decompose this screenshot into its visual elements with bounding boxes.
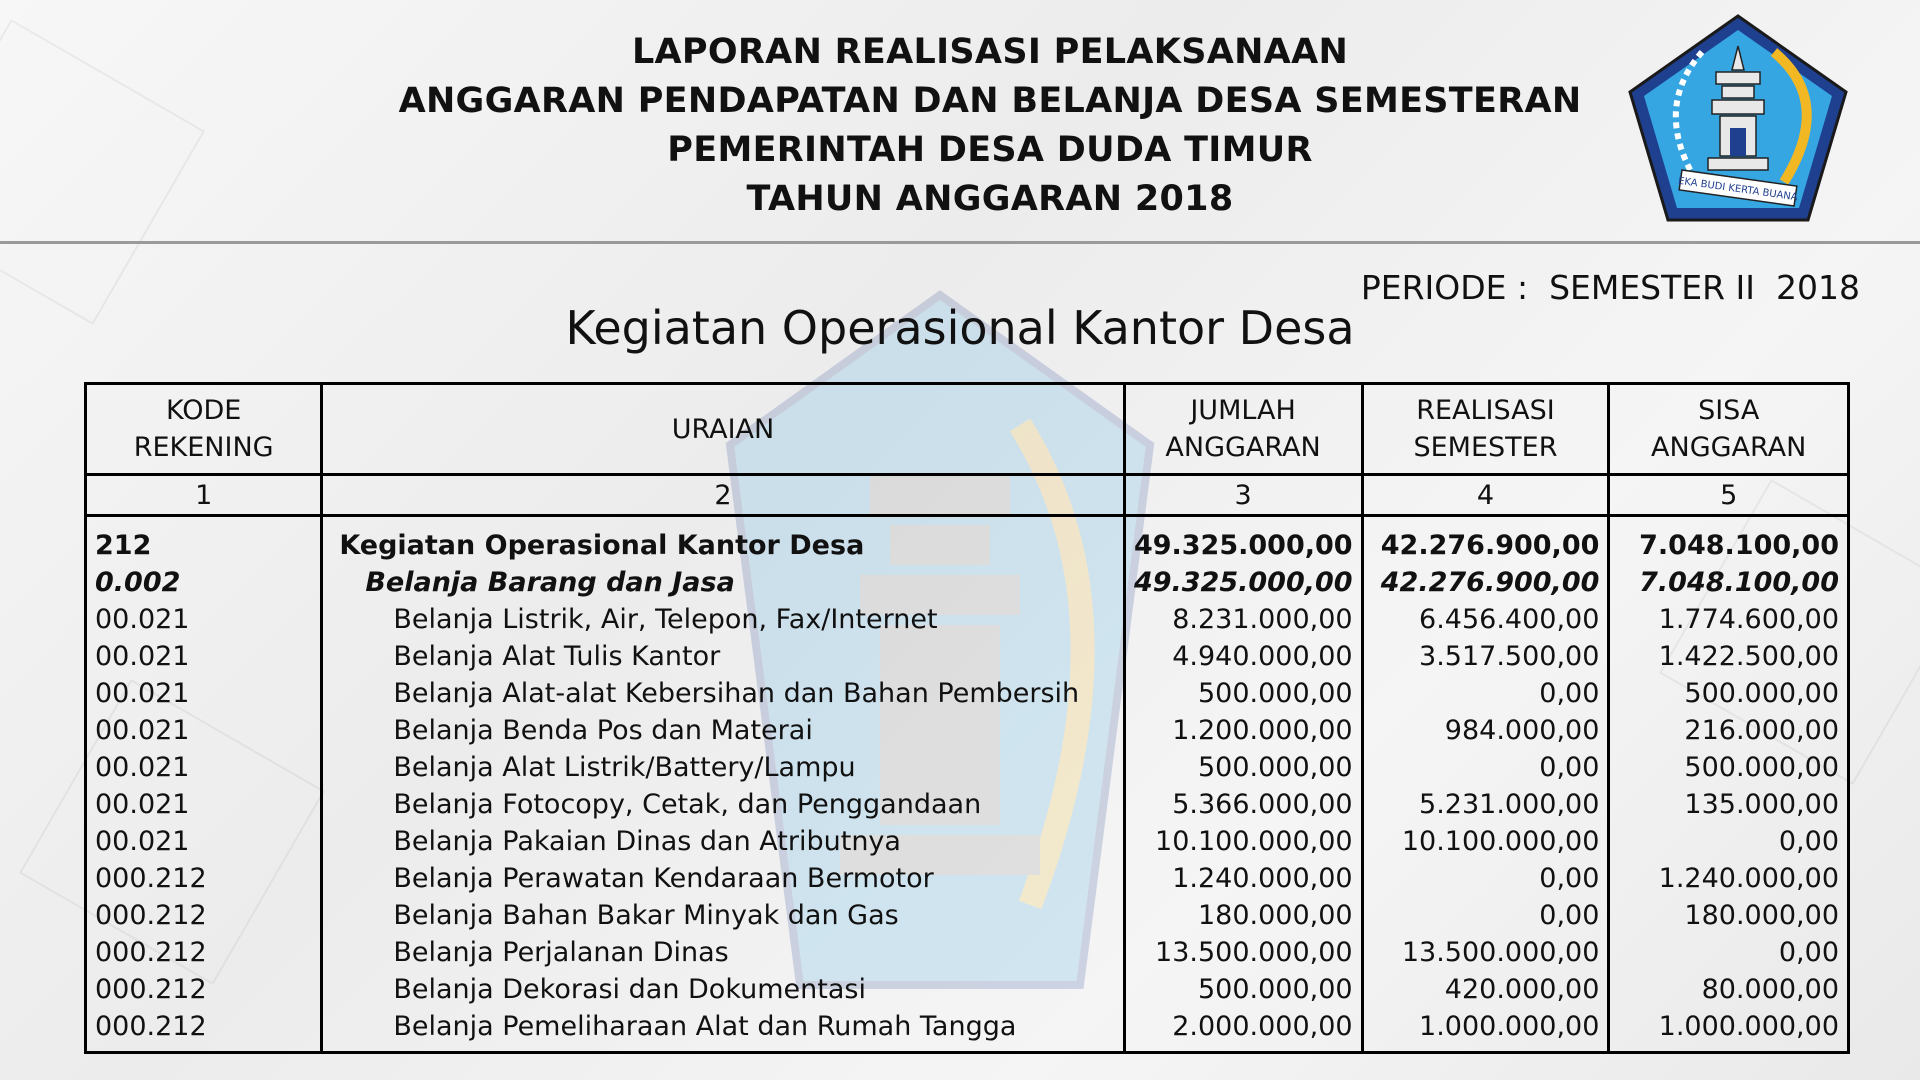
table-header-row (86, 384, 1849, 475)
cell-uraian: Belanja Fotocopy, Cetak, dan Penggandaan (322, 786, 1124, 823)
column-number: 2 (322, 475, 1124, 516)
title-line-2: ANGGARAN PENDAPATAN DAN BELANJA DESA SEMESTERAN (398, 81, 1582, 121)
table-row (86, 564, 1849, 601)
cell-jumlah-anggaran: 5.366.000,00 (1124, 786, 1362, 823)
title-line-4: TAHUN ANGGARAN 2018 (746, 179, 1234, 219)
cell-uraian: Belanja Alat Listrik/Battery/Lampu (322, 749, 1124, 786)
cell-kode-rekening: 00.021 (86, 823, 322, 860)
header-sisa-anggaran (1609, 384, 1849, 475)
cell-jumlah-anggaran: 1.240.000,00 (1124, 860, 1362, 897)
cell-kode-rekening: 00.021 (86, 675, 322, 712)
cell-sisa-anggaran: 7.048.100,00 (1609, 516, 1849, 565)
cell-jumlah-anggaran: 500.000,00 (1124, 675, 1362, 712)
cell-kode-rekening: 00.021 (86, 712, 322, 749)
cell-kode-rekening: 212 (86, 516, 322, 565)
column-number: 1 (86, 475, 322, 516)
cell-sisa-anggaran: 0,00 (1609, 934, 1849, 971)
header-label: ANGGARAN (1165, 432, 1321, 463)
cell-realisasi-semester: 420.000,00 (1362, 971, 1609, 1008)
cell-sisa-anggaran: 500.000,00 (1609, 749, 1849, 786)
cell-jumlah-anggaran: 49.325.000,00 (1124, 564, 1362, 601)
column-number: 3 (1124, 475, 1362, 516)
cell-uraian: Belanja Pemeliharaan Alat dan Rumah Tangga (322, 1008, 1124, 1053)
table-row (86, 934, 1849, 971)
cell-jumlah-anggaran: 2.000.000,00 (1124, 1008, 1362, 1053)
header-label: ANGGARAN (1651, 432, 1807, 463)
cell-realisasi-semester: 1.000.000,00 (1362, 1008, 1609, 1053)
table-row (86, 638, 1849, 675)
report-period: PERIODE : SEMESTER II 2018 (1360, 268, 1860, 307)
logo-motto-text: EKA BUDI KERTA BUANA (1677, 175, 1799, 204)
header-kode-rekening (86, 384, 322, 475)
cell-sisa-anggaran: 7.048.100,00 (1609, 564, 1849, 601)
cell-sisa-anggaran: 500.000,00 (1609, 675, 1849, 712)
header-label: URAIAN (671, 413, 775, 445)
cell-realisasi-semester: 42.276.900,00 (1362, 516, 1609, 565)
column-number-row (86, 475, 1849, 516)
cell-jumlah-anggaran: 8.231.000,00 (1124, 601, 1362, 638)
cell-sisa-anggaran: 216.000,00 (1609, 712, 1849, 749)
cell-kode-rekening: 000.212 (86, 934, 322, 971)
header-jumlah-anggaran (1124, 384, 1362, 475)
cell-sisa-anggaran: 0,00 (1609, 823, 1849, 860)
section-title: Kegiatan Operasional Kantor Desa (565, 301, 1355, 355)
cell-kode-rekening: 0.002 (86, 564, 322, 601)
cell-kode-rekening: 000.212 (86, 897, 322, 934)
cell-jumlah-anggaran: 10.100.000,00 (1124, 823, 1362, 860)
title-line-3: PEMERINTAH DESA DUDA TIMUR (667, 130, 1313, 170)
cell-jumlah-anggaran: 49.325.000,00 (1124, 516, 1362, 565)
cell-uraian: Kegiatan Operasional Kantor Desa (322, 516, 1124, 565)
cell-sisa-anggaran: 1.240.000,00 (1609, 860, 1849, 897)
budget-realization-table (84, 382, 1850, 1054)
cell-uraian: Belanja Barang dan Jasa (322, 564, 1124, 601)
table-row (86, 749, 1849, 786)
cell-realisasi-semester: 0,00 (1362, 897, 1609, 934)
cell-realisasi-semester: 0,00 (1362, 675, 1609, 712)
table-row (86, 860, 1849, 897)
table-row (86, 516, 1849, 565)
table-row (86, 897, 1849, 934)
header-divider (0, 241, 1920, 244)
cell-sisa-anggaran: 135.000,00 (1609, 786, 1849, 823)
column-number: 4 (1362, 475, 1609, 516)
cell-kode-rekening: 000.212 (86, 860, 322, 897)
cell-jumlah-anggaran: 500.000,00 (1124, 971, 1362, 1008)
cell-kode-rekening: 000.212 (86, 971, 322, 1008)
cell-realisasi-semester: 0,00 (1362, 749, 1609, 786)
table-row (86, 786, 1849, 823)
table-row (86, 712, 1849, 749)
table-row (86, 971, 1849, 1008)
cell-kode-rekening: 00.021 (86, 749, 322, 786)
cell-sisa-anggaran: 80.000,00 (1609, 971, 1849, 1008)
cell-realisasi-semester: 984.000,00 (1362, 712, 1609, 749)
cell-jumlah-anggaran: 500.000,00 (1124, 749, 1362, 786)
cell-realisasi-semester: 10.100.000,00 (1362, 823, 1609, 860)
cell-uraian: Belanja Alat-alat Kebersihan dan Bahan Pembersih (322, 675, 1124, 712)
cell-sisa-anggaran: 1.774.600,00 (1609, 601, 1849, 638)
header-label: REALISASI (1416, 395, 1555, 426)
cell-jumlah-anggaran: 13.500.000,00 (1124, 934, 1362, 971)
cell-realisasi-semester: 3.517.500,00 (1362, 638, 1609, 675)
cell-uraian: Belanja Alat Tulis Kantor (322, 638, 1124, 675)
cell-uraian: Belanja Perjalanan Dinas (322, 934, 1124, 971)
cell-uraian: Belanja Perawatan Kendaraan Bermotor (322, 860, 1124, 897)
cell-sisa-anggaran: 1.000.000,00 (1609, 1008, 1849, 1053)
cell-jumlah-anggaran: 180.000,00 (1124, 897, 1362, 934)
village-emblem-logo (1624, 12, 1852, 226)
cell-uraian: Belanja Dekorasi dan Dokumentasi (322, 971, 1124, 1008)
cell-jumlah-anggaran: 1.200.000,00 (1124, 712, 1362, 749)
table-row (86, 1008, 1849, 1053)
cell-kode-rekening: 000.212 (86, 1008, 322, 1053)
report-title (300, 28, 1680, 224)
cell-uraian: Belanja Benda Pos dan Materai (322, 712, 1124, 749)
cell-realisasi-semester: 42.276.900,00 (1362, 564, 1609, 601)
cell-uraian: Belanja Listrik, Air, Telepon, Fax/Internet (322, 601, 1124, 638)
cell-sisa-anggaran: 180.000,00 (1609, 897, 1849, 934)
header-realisasi-semester (1362, 384, 1609, 475)
title-line-1: LAPORAN REALISASI PELAKSANAAN (631, 32, 1349, 72)
header-uraian (322, 384, 1124, 475)
cell-uraian: Belanja Bahan Bakar Minyak dan Gas (322, 897, 1124, 934)
table-row (86, 823, 1849, 860)
cell-realisasi-semester: 6.456.400,00 (1362, 601, 1609, 638)
cell-kode-rekening: 00.021 (86, 786, 322, 823)
column-number: 5 (1609, 475, 1849, 516)
header-label: SISA (1698, 395, 1760, 426)
header-label: JUMLAH (1190, 395, 1296, 426)
cell-realisasi-semester: 13.500.000,00 (1362, 934, 1609, 971)
table-row (86, 675, 1849, 712)
table-body (86, 516, 1849, 1053)
cell-sisa-anggaran: 1.422.500,00 (1609, 638, 1849, 675)
cell-realisasi-semester: 5.231.000,00 (1362, 786, 1609, 823)
report-header (0, 0, 1920, 242)
header-label: KODE REKENING (133, 395, 274, 463)
header-label: SEMESTER (1413, 432, 1558, 463)
cell-kode-rekening: 00.021 (86, 638, 322, 675)
table-row (86, 601, 1849, 638)
cell-uraian: Belanja Pakaian Dinas dan Atributnya (322, 823, 1124, 860)
cell-jumlah-anggaran: 4.940.000,00 (1124, 638, 1362, 675)
cell-kode-rekening: 00.021 (86, 601, 322, 638)
cell-realisasi-semester: 0,00 (1362, 860, 1609, 897)
